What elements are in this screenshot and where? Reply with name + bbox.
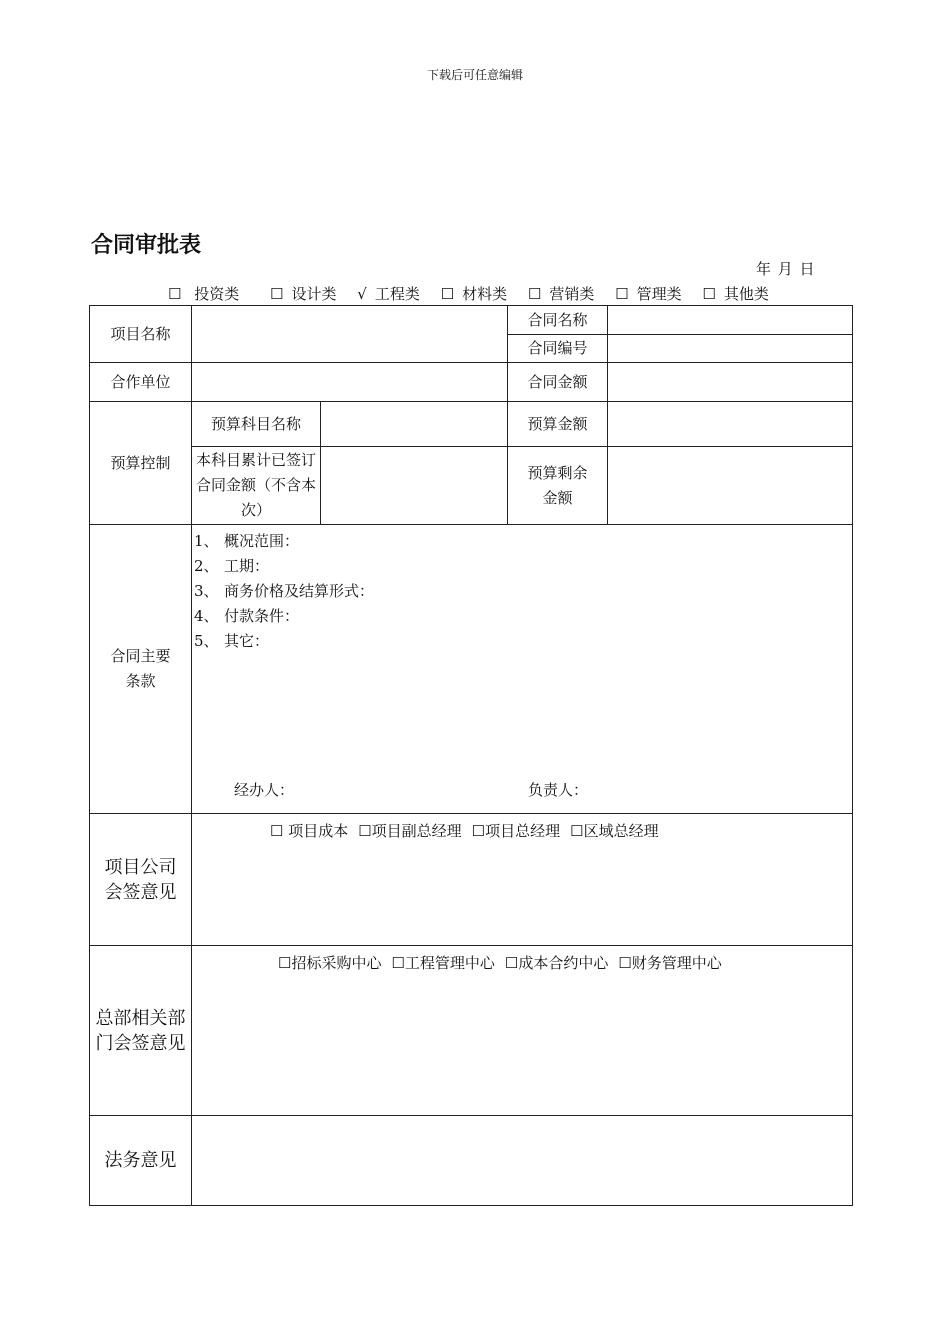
partner-field[interactable]: [192, 363, 508, 402]
budget-amount-field[interactable]: [608, 402, 853, 447]
option-procurement-center[interactable]: ☐招标采购中心: [278, 954, 382, 972]
contract-name-field[interactable]: [608, 306, 853, 335]
option-cost-contract-center[interactable]: ☐成本合约中心: [504, 954, 609, 972]
signed-total-field[interactable]: [321, 447, 508, 525]
legal-label: 法务意见: [90, 1116, 192, 1206]
project-name-label: 项目名称: [90, 306, 192, 363]
main-terms-field[interactable]: [192, 525, 853, 814]
clause-item: 5、 其它：: [194, 632, 270, 650]
option-project-cost[interactable]: ☐ 项目成本: [270, 822, 349, 840]
category-management[interactable]: ☐ 管理类: [615, 285, 682, 303]
clause-item: 2、 工期：: [194, 557, 270, 575]
category-marketing[interactable]: ☐ 营销类: [527, 285, 595, 303]
signed-total-label: 本科目累计已签订合同金额（不含本次）: [192, 447, 321, 525]
option-project-gm[interactable]: ☐项目总经理: [471, 822, 561, 840]
budget-control-label: 预算控制: [90, 402, 192, 525]
headquarters-field[interactable]: [192, 946, 853, 1116]
legal-field[interactable]: [192, 1116, 853, 1206]
page-title: 合同审批表: [91, 233, 202, 258]
category-material[interactable]: ☐ 材料类: [440, 285, 508, 303]
handler-label: 经办人：: [234, 781, 295, 799]
main-terms-label: 合同主要条款: [90, 525, 192, 814]
project-company-label: 项目公司会签意见: [90, 814, 192, 946]
project-company-field[interactable]: [192, 814, 853, 946]
budget-subject-field[interactable]: [321, 402, 508, 447]
category-checkboxes: [168, 283, 785, 304]
headquarters-options: [278, 952, 732, 973]
contract-amount-field[interactable]: [608, 363, 853, 402]
headquarters-label: 总部相关部门会签意见: [90, 946, 192, 1116]
budget-amount-label: 预算金额: [508, 402, 608, 447]
option-regional-gm[interactable]: ☐区域总经理: [570, 822, 659, 840]
project-name-field[interactable]: [192, 306, 508, 363]
category-engineering[interactable]: √ 工程类: [357, 285, 420, 303]
contract-amount-label: 合同金额: [508, 363, 608, 402]
category-other[interactable]: ☐ 其他类: [702, 285, 769, 303]
contract-name-label: 合同名称: [508, 306, 608, 335]
budget-remaining-label: 预算剩余金额: [508, 447, 608, 525]
contract-no-field[interactable]: [608, 335, 853, 363]
clause-item: 1、 概况范围：: [194, 532, 300, 550]
date-line: 年 月 日: [756, 260, 816, 278]
header-note: 下载后可任意编辑: [426, 68, 523, 82]
project-company-options: [270, 820, 669, 841]
clause-list: [192, 525, 852, 654]
responsible-label: 负责人：: [528, 781, 589, 799]
clause-item: 4、 付款条件：: [194, 607, 300, 625]
category-design[interactable]: ☐ 设计类: [270, 285, 337, 303]
option-finance-center[interactable]: ☐财务管理中心: [618, 954, 722, 972]
contract-no-label: 合同编号: [508, 335, 608, 363]
option-engineering-center[interactable]: ☐工程管理中心: [391, 954, 495, 972]
partner-label: 合作单位: [90, 363, 192, 402]
clause-item: 3、 商务价格及结算形式：: [194, 582, 375, 600]
budget-subject-label: 预算科目名称: [192, 402, 321, 447]
option-project-deputy-gm[interactable]: ☐项目副总经理: [358, 822, 462, 840]
budget-remaining-field[interactable]: [608, 447, 853, 525]
approval-form-table: [89, 305, 853, 1206]
category-investment[interactable]: ☐ 投资类: [168, 285, 240, 303]
